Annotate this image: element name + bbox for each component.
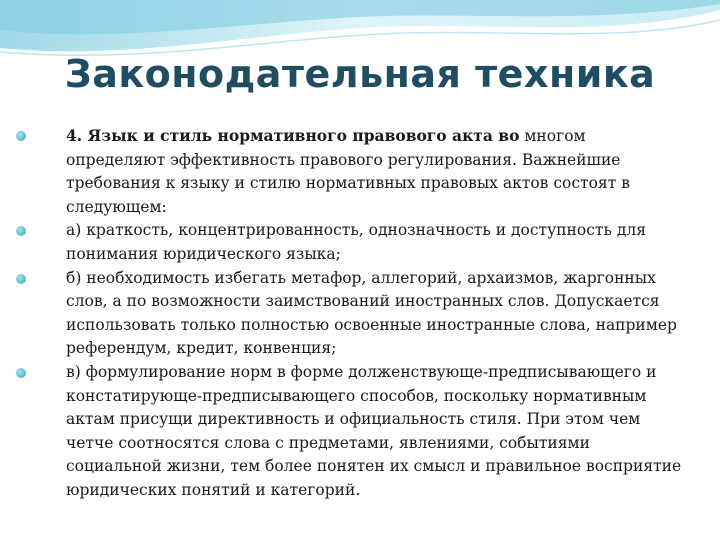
item-text: б) необходимость избегать метафор, аллегорий, архаизмов, жаргонных слов, а по возможности заимствований иностранных слов. Допускается использовать только полностью освоенные иностранные слова, например референдум, кредит, конвенция; [66, 268, 677, 358]
bullet-icon [16, 226, 26, 236]
bullet-icon [16, 131, 26, 141]
item-text: в) формулирование норм в форме долженствующе-предписывающего и констатирующе-предписывающего способов, поскольку нормативным актам присущи директивность и официальность стиля. При этом чем четче соотносятся слова с предметами, явлениями, событиями социальной жизни, тем более понятен их смысл и правильное восприятие юридических понятий и категорий. [66, 362, 682, 499]
item-lead: 4. Язык и стиль нормативного правового акта во [66, 126, 520, 145]
list-item [16, 267, 686, 361]
slide-title: Законодательная техника [64, 52, 656, 96]
list-item [16, 219, 686, 266]
bullet-icon [16, 368, 26, 378]
list-item [16, 124, 686, 219]
item-text: а) краткость, концентрированность, однозначность и доступность для понимания юридического языка; [66, 221, 647, 263]
bullet-icon [16, 274, 26, 284]
content-list [16, 124, 686, 503]
list-item [16, 361, 686, 503]
item-text: многом определяют эффективность правового регулирования. Важнейшие требования к языку и стилю нормативных правовых актов состоят в следующем: [66, 127, 630, 216]
